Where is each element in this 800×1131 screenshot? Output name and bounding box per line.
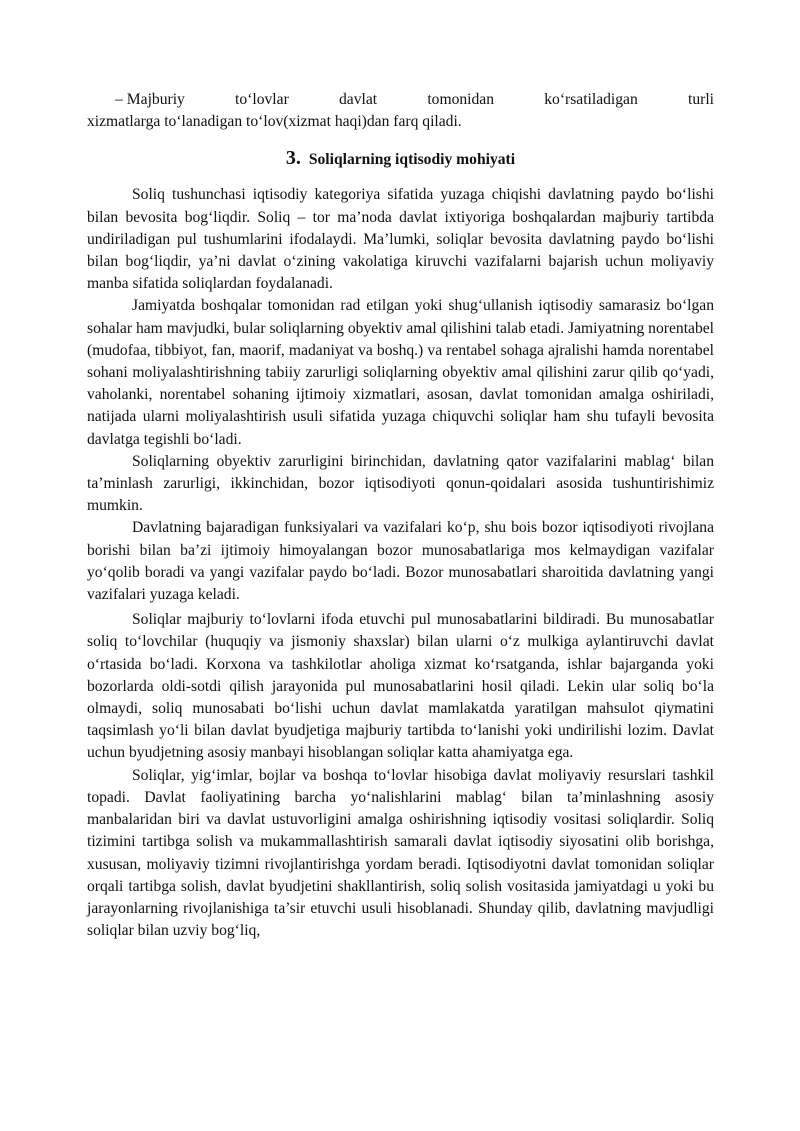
paragraph: Soliqlarning obyektiv zarurligini birinchidan, davlatning qator vazifalarini mablag‘ bilan ta’minlash zarurligi, ikkinchidan, bozor iqtisodiyoti qonun-qoidalari asosida tushuntirishimiz mumkin. [87,452,714,515]
section-number: 3. [285,147,301,170]
bullet-continuation: xizmatlarga to‘lanadigan to‘lov(xizmat haqi)dan farq qiladi. [87,113,462,131]
paragraph: Jamiyatda boshqalar tomonidan rad etilgan yoki shug‘ullanish iqtisodiy samarasiz bo‘lgan sohalar ham mavjudki, bular soliqlarning obyektiv amal qilishini talab etadi. Jamiyatning norentabel (mudofaa, tibbiyot, fan, maorif, madaniyat va boshq.) va rentabel sohaga ajralishi hamda norentabel sohani moliyalashtirishning tabiiy zarurligi soliqlarning obyektiv amal qilishini zarur qilib qo‘yadi, vaholanki, norentabel sohaning ijtimoiy xizmatlari, asosan, davlat tomonidan amalga oshiriladi, natijada ularni moliyalashtirish usuli sifatida yuzaga chiquvchi soliqlar ham shu tufayli bevosita davlatga tegishli bo‘ladi. [87,297,714,448]
paragraph: Soliq tushunchasi iqtisodiy kategoriya sifatida yuzaga chiqishi davlatning paydo bo‘lishi bilan bevosita bog‘liqdir. Soliq – tor ma’noda davlat ixtiyoriga boshqalardan majburiy tartibda undiriladigan pul tushumlarini ifodalaydi. Ma’lumki, soliqlar bevosita davlatning paydo bo‘lishi bilan bog‘liqdir, ya’ni davlat o‘zining vakolatiga kiruvchi vazifalarni bajarish uchun moliyaviy manba sifatida soliqlardan foydalanadi. [87,186,714,293]
bullet-text: Majburiy to‘lovlar davlat tomonidan ko‘rsatiladigan turli [126,91,714,108]
section-title: Soliqlarning iqtisodiy mohiyati [308,151,516,169]
paragraph: Soliqlar, yig‘imlar, bojlar va boshqa to‘lovlar hisobiga davlat moliyaviy resurslari tashkil topadi. Davlat faoliyatining barcha yo‘nalishlarini mablag‘ bilan ta’minlashning asosiy manbalaridan biri va davlat ustuvorligini amalga oshirishning iqtisodiy vositasi soliqlardir. Soliq tizimini tartibga solish va mukammallashtirish samarali davlat iqtisodiy siyosatini olib borishga, xususan, moliyaviy tizimni rivojlantirishga yordam beradi. Iqtisodiyotni davlat tomonidan soliqlar orqali tartibga solish, davlat byudjetini shakllantirish, soliq solish vositasida jamiyatdagi u yoki bu jarayonlarning rivojlanishiga ta’sir etuvchi usuli hisoblanadi. Shunday qilib, davlatning mavjudligi soliqlar bilan uzviy bog‘liq, [87,766,714,940]
paragraph: Davlatning bajaradigan funksiyalari va vazifalari ko‘p, shu bois bozor iqtisodiyoti rivojlana borishi bilan ba’zi ijtimoiy himoyalangan bozor munosabatlariga mos kelmaydigan vazifalar yo‘qolib boradi va yangi vazifalar paydo bo‘ladi. Bozor munosabatlari sharoitida davlatning yangi vazifalari yuzaga keladi. [87,519,714,604]
bullet-dash: – [115,91,123,108]
paragraph: Soliqlar majburiy to‘lovlarni ifoda etuvchi pul munosabatlarini bildiradi. Bu munosabatlar soliq to‘lovchilar (huquqiy va jismoniy shaxslar) bilan ularni o‘z mulkiga aylantiruvchi davlat o‘rtasida bo‘ladi. Korxona va tashkilotlar aholiga xizmat ko‘rsatganda, ishlar bajarganda yoki bozorlarda oldi-sotdi qilish jarayonida pul munosabatlarini hosil qiladi. Lekin ular soliq bo‘la olmaydi, soliq munosabati bo‘lishi uchun davlat mamlakatda yaratilgan mahsulot qiymatini taqsimlash yo‘li bilan davlat byudjetiga majburiy tartibda to‘lanishi yoki undirilishi lozim. Davlat uchun byudjetning asosiy manbayi hisoblangan soliqlar katta ahamiyatga ega. [87,611,714,762]
bullet-line [87,89,714,111]
section-heading [87,146,714,172]
